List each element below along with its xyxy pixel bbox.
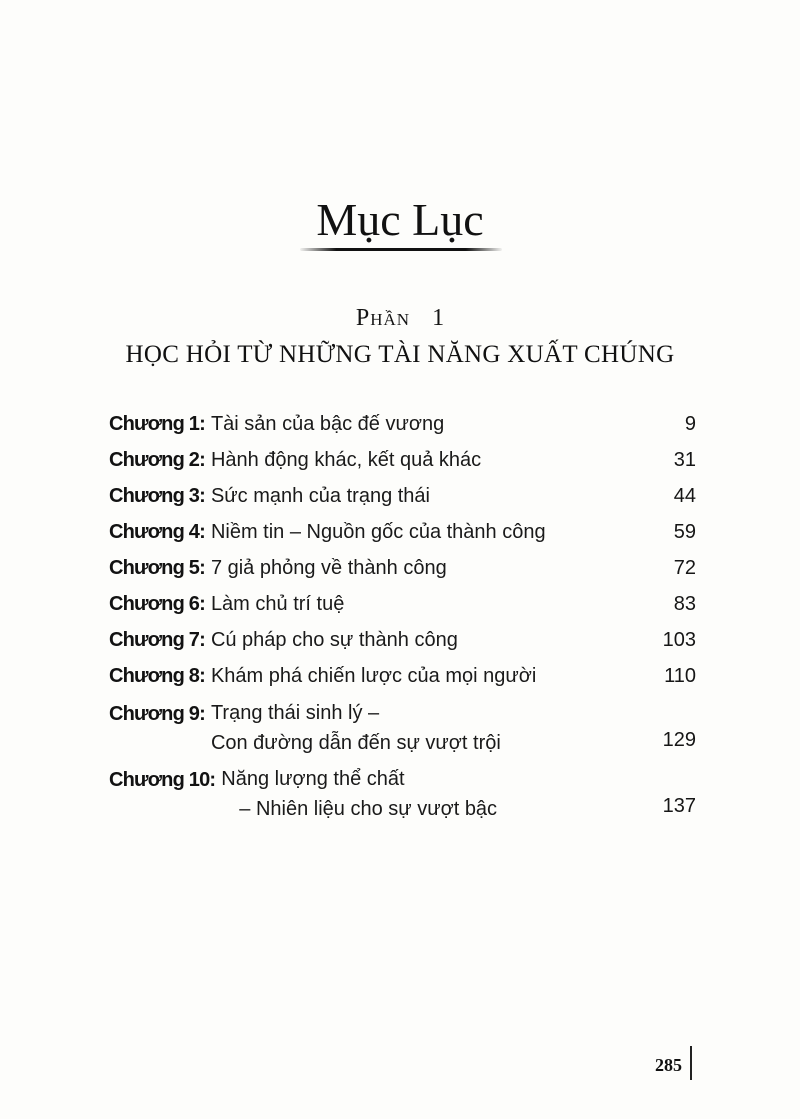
chapter-label: Chương 5:	[109, 557, 205, 579]
toc-entry-chapter-10	[109, 762, 696, 824]
toc-entry-chapter-9	[109, 696, 696, 758]
chapter-label: Chương 6:	[109, 593, 205, 615]
chapter-title: 7 giả phỏng về thành công	[210, 557, 447, 579]
chapter-page-number: 110	[664, 665, 696, 687]
chapter-title: Sức mạnh của trạng thái	[210, 485, 430, 507]
chapter-label: Chương 7:	[109, 629, 205, 651]
chapter-label: Chương 1:	[109, 413, 205, 435]
chapter-page-number: 103	[662, 629, 696, 651]
chapter-title-line-1: Trạng thái sinh lý –	[210, 702, 380, 724]
footer-page-number: 285	[655, 1055, 682, 1075]
part-word: Phần	[355, 305, 411, 331]
chapter-page-number: 137	[662, 795, 696, 817]
chapter-page-number: 31	[673, 449, 696, 471]
page-title: Mục Lục	[316, 194, 484, 245]
chapter-label: Chương 10:	[109, 769, 216, 791]
chapter-title: Làm chủ trí tuệ	[210, 593, 345, 615]
chapter-title	[215, 762, 632, 824]
chapter-title	[205, 696, 632, 758]
chapter-title-line-2: Con đường dẫn đến sự vượt trội	[210, 732, 501, 754]
toc-entry-chapter-5	[109, 550, 696, 586]
chapter-page-number: 129	[662, 729, 696, 751]
toc-entry-chapter-8	[109, 658, 696, 694]
chapter-page-number: 9	[684, 413, 696, 435]
chapter-page-number: 44	[673, 485, 696, 507]
part-number: 1	[432, 305, 445, 331]
toc-entry-chapter-2	[109, 442, 696, 478]
chapter-title-line-1: Năng lượng thể chất	[221, 768, 405, 790]
chapter-title-line-2: – Nhiên liệu cho sự vượt bậc	[239, 798, 498, 820]
part-label	[0, 303, 800, 333]
chapter-label: Chương 9:	[109, 703, 205, 725]
toc-entry-chapter-1	[109, 406, 696, 442]
chapter-label: Chương 3:	[109, 485, 205, 507]
chapter-page-number: 83	[673, 593, 696, 615]
chapter-label: Chương 8:	[109, 665, 205, 687]
chapter-title: Tài sản của bậc đế vương	[210, 413, 445, 435]
chapter-label: Chương 2:	[109, 449, 205, 471]
chapter-label: Chương 4:	[109, 521, 205, 543]
title-underline	[300, 248, 502, 251]
toc-entry-chapter-3	[109, 478, 696, 514]
toc-entry-chapter-4	[109, 514, 696, 550]
part-title: HỌC HỎI TỪ NHỮNG TÀI NĂNG XUẤT CHÚNG	[125, 341, 675, 368]
chapter-page-number: 72	[673, 557, 696, 579]
chapter-title: Cú pháp cho sự thành công	[210, 629, 458, 651]
chapter-title: Khám phá chiến lược của mọi người	[210, 665, 537, 687]
chapter-title: Hành động khác, kết quả khác	[210, 449, 482, 471]
toc-entry-chapter-6	[109, 586, 696, 622]
toc-entry-chapter-7	[109, 622, 696, 658]
footer-divider	[690, 1046, 692, 1080]
chapter-title: Niềm tin – Nguồn gốc của thành công	[210, 521, 546, 543]
chapter-page-number: 59	[673, 521, 696, 543]
table-of-contents	[109, 406, 696, 828]
